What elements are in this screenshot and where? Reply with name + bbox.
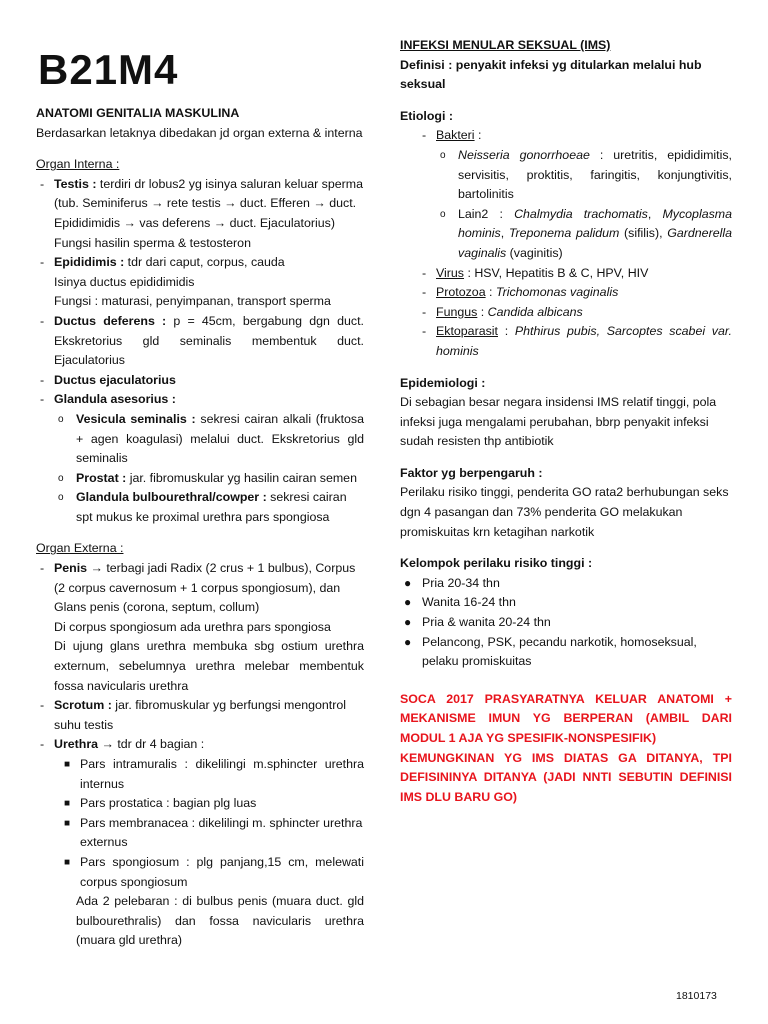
epidemiologi-text: Di sebagian besar negara insidensi IMS relatif tinggi, pola infeksi juga mengalami perubahan, bbrp penyakit infeksi sudah resisten thp antibiotik xyxy=(400,395,717,449)
dot-bullet-icon: ● xyxy=(404,634,412,649)
sub-item-pars-membranacea: ■ Pars membranacea : dikelilingi m. sphincter urethra externus xyxy=(54,814,364,853)
anatomi-intro: Berdasarkan letaknya dibedakan jd organ externa & interna xyxy=(36,125,363,140)
anatomi-heading: ANATOMI GENITALIA MASKULINA xyxy=(36,106,240,120)
organ-interna-title: Organ Interna : xyxy=(36,157,120,172)
dot-bullet-icon: ● xyxy=(404,595,412,610)
faktor-text: Perilaku risiko tinggi, penderita GO rata2 berhubungan seks dgn 4 pasangan dan 73% penderita GO melakukan promiskuitas krn ketagihan narkotik xyxy=(400,485,729,539)
square-bullet-icon: ■ xyxy=(64,798,71,810)
list-item-virus: - Virus : HSV, Hepatitis B & C, HPV, HIV xyxy=(422,265,649,280)
circle-bullet-icon: o xyxy=(58,413,64,425)
list-item: ● Wanita 16-24 thn xyxy=(400,593,732,613)
square-bullet-icon: ■ xyxy=(64,759,71,770)
epidemiologi-title: Epidemiologi : xyxy=(400,375,486,390)
sub-item-neisseria: o Neisseria gonorrhoeae : uretritis, epididimitis, servisitis, proktitis, faringitis, konjungtivitis, bartolinitis xyxy=(436,146,732,205)
dot-bullet-icon: ● xyxy=(404,615,412,630)
circle-bullet-icon: o xyxy=(440,149,446,161)
list-item-epididimis: - Epididimis : tdr dari caput, corpus, cauda Isinya ductus epididimidis Fungsi : maturasi, penyimpanan, transport sperma xyxy=(40,255,331,309)
sub-item-pars-intramuralis: ■ Pars intramuralis : dikelilingi m.sphincter urethra internus xyxy=(54,755,364,794)
circle-bullet-icon: o xyxy=(58,492,64,504)
etiologi-title: Etiologi : xyxy=(400,108,453,123)
ims-definisi: Definisi : penyakit infeksi yg ditularkan melalui hub seksual xyxy=(400,57,702,92)
sub-item-lain2: o Lain2 : Chalmydia trachomatis, Mycoplasma hominis, Treponema palidum (sifilis), Gardnerella vaginalis (vaginitis) xyxy=(436,205,732,264)
list-item-fungus: - Fungus : Candida albicans xyxy=(422,304,583,319)
list-item-protozoa: - Protozoa : Trichomonas vaginalis xyxy=(422,285,619,300)
sub-item-glandula-bulbourethral: o Glandula bulbourethral/cowper : sekresi cairan spt mukus ke proximal urethra pars spongiosa xyxy=(54,488,364,527)
soca-note: SOCA 2017 PRASYARATNYA KELUAR ANATOMI + MEKANISME IMUN YG BERPERAN (AMBIL DARI MODUL 1 AJA YG SPESIFIK-NONSPESIFIK) xyxy=(400,691,732,745)
list-item-scrotum: - Scrotum : jar. fibromuskular yg berfungsi mengontrol suhu testis xyxy=(40,698,346,732)
square-bullet-icon: ■ xyxy=(64,856,71,868)
list-item-urethra: - Urethra → tdr dr 4 bagian : ■ Pars intramuralis : dikelilingi m.sphincter urethra internus ■ Pars prostatica : bagian plg luas ■ Pars membranacea : dikelilingi m. sphincter urethra externus ■ Pars spongiosum : plg panjang,15 cm, melewati corpus spongiosum Ada 2 pelebaran : di bulbus penis (muara duct. gld bulbourethralis) dan fossa navicularis urethra (muara gld urethra) xyxy=(36,735,364,951)
list-item-glandula: - Glandula asesorius : o Vesicula seminalis : sekresi cairan alkali (fruktosa + agen koagulasi) melalui duct. Ekskretorius gld seminalis o Prostat : jar. fibromuskular yg hasilin cairan semen o Glandula bulbourethral/cowper : sekresi cairan spt mukus ke proximal urethra pars spongiosa xyxy=(36,390,364,527)
sub-item-vesicula: o Vesicula seminalis : sekresi cairan alkali (fruktosa + agen koagulasi) melalui duct. Ekskretorius gld seminalis xyxy=(54,410,364,469)
circle-bullet-icon: o xyxy=(58,472,64,484)
left-column xyxy=(36,0,364,951)
square-bullet-icon: ■ xyxy=(64,817,71,829)
sub-item-pars-spongiosum: ■ Pars spongiosum : plg panjang,15 cm, melewati corpus spongiosum xyxy=(54,853,364,892)
sub-item-pars-prostatica: ■ Pars prostatica : bagian plg luas xyxy=(54,794,364,814)
list-item-ektoparasit: - Ektoparasit : Phthirus pubis, Sarcoptes scabei var. hominis xyxy=(422,324,732,358)
sub-item-prostat: o Prostat : jar. fibromuskular yg hasilin cairan semen xyxy=(54,469,364,489)
urethra-pelebaran: Ada 2 pelebaran : di bulbus penis (muara duct. gld bulbourethralis) dan fossa navicularis urethra (muara gld urethra) xyxy=(76,894,364,948)
right-column xyxy=(400,36,732,807)
circle-bullet-icon: o xyxy=(440,208,446,220)
footer-code: 1810173 xyxy=(676,990,717,1002)
list-item-bakteri: - Bakteri : o Neisseria gonorrhoeae : uretritis, epididimitis, servisitis, proktitis, faringitis, konjungtivitis, bartolinitis o Lain2 : Chalmydia trachomatis, Mycoplasma hominis, Treponema palidum (sifilis), Gardnerella vaginalis (vaginitis) xyxy=(400,126,732,263)
list-item: ● Pria 20-34 thn xyxy=(400,574,732,594)
kelompok-title: Kelompok perilaku risiko tinggi : xyxy=(400,556,593,571)
list-item-testis: - Testis : terdiri dr lobus2 yg isinya saluran keluar sperma (tub. Seminiferus → rete testis → duct. Efferen → duct. Epididimidis → vas deferens → duct. Ejaculatorius) Fungsi hasilin sperma & testosteron xyxy=(40,176,363,250)
faktor-title: Faktor yg berpengaruh : xyxy=(400,465,543,480)
ims-note: KEMUNGKINAN YG IMS DIATAS GA DITANYA, TPI DEFISININYA DITANYA (JADI NNTI SEBUTIN DEFINISI IMS DLU BARU GO) xyxy=(400,750,732,804)
list-item: ● Pelancong, PSK, pecandu narkotik, homoseksual, pelaku promiskuitas xyxy=(400,633,732,672)
list-item-ductus-ejaculatorius: - Ductus ejaculatorius xyxy=(40,372,176,387)
list-item-penis: - Penis → terbagi jadi Radix (2 crus + 1 bulbus), Corpus (2 corpus cavernosum + 1 corpus spongiosum), dan Glans penis (corona, septum, collum) Di corpus spongiosum ada urethra pars spongiosa Di ujung glans urethra membuka sbg ostium urethra externum, sebelumnya urethra melebar membentuk fossa navicularis urethra xyxy=(40,561,364,693)
dot-bullet-icon: ● xyxy=(404,575,412,590)
list-item: ● Pria & wanita 20-24 thn xyxy=(400,613,732,633)
page-title: B21M4 xyxy=(38,46,179,93)
ims-heading: INFEKSI MENULAR SEKSUAL (IMS) xyxy=(400,38,611,52)
organ-externa-title: Organ Externa : xyxy=(36,541,124,556)
list-item-ductus-deferens: - Ductus deferens : p = 45cm, bergabung dgn duct. Ekskretorius gld seminalis membentuk duct. Ejaculatorius xyxy=(40,313,364,368)
